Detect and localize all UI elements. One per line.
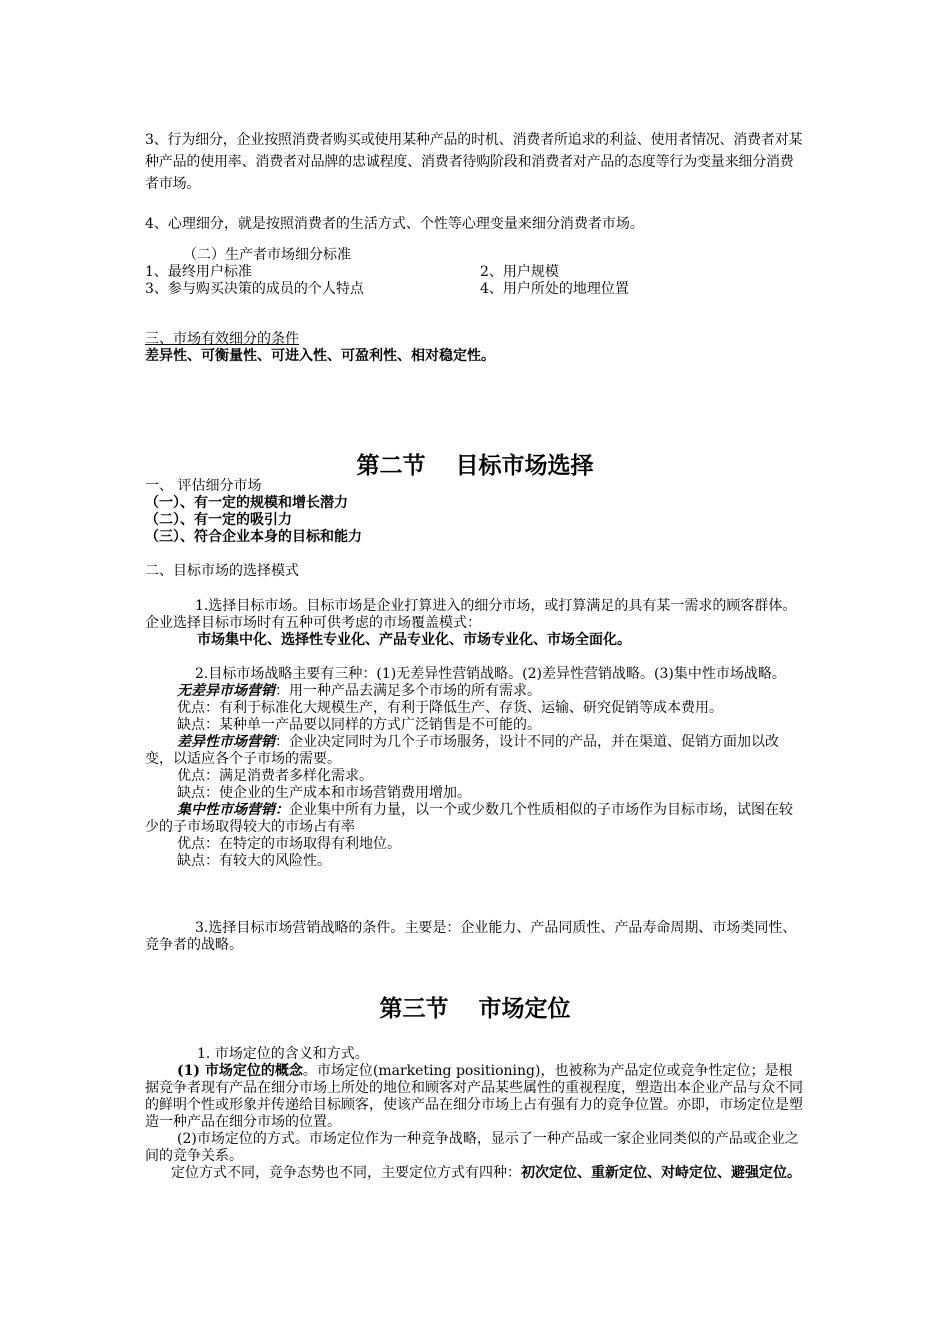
concentrated-label: 集中性市场营销： <box>177 802 289 818</box>
concentrated-text: 企业集中所有力量，以一个或少数几个性质相似的子市场作为目标市场，试图在较少的子市场取得较大的市场占有率 <box>145 802 793 835</box>
target-market-paragraph-1 <box>145 598 805 649</box>
section-3-number: 第三节 <box>379 996 449 1022</box>
positioning-types-intro: 定位方式不同，竞争态势也不同，主要定位方式有四种： <box>171 1165 521 1181</box>
positioning-types: 初次定位、重新定位、对峙定位、避强定位。 <box>521 1165 801 1181</box>
psychological-segmentation-text: 4、心理细分，就是按照消费者的生活方式、个性等心理变量来细分消费者市场。 <box>145 216 644 232</box>
evaluate-item-2: （二）、有一定的吸引力 <box>145 512 292 528</box>
section-3-title <box>0 995 950 1023</box>
section-2-name: 目标市场选择 <box>455 453 594 479</box>
evaluate-item-1: （一）、有一定的规模和增长潜力 <box>145 495 348 511</box>
behavior-segmentation-paragraph <box>145 129 805 195</box>
undifferentiated-con: 缺点：某种单一产品要以同样的方式广泛销售是不可能的。 <box>177 717 541 733</box>
producer-market-criteria <box>145 247 805 298</box>
differentiated-label: 差异性市场营销 <box>177 734 275 750</box>
target-strategy-text: 2.目标市场战略主要有三种：(1)无差异性营销战略。(2)差异性营销战略。(3)集中性市场战略。 <box>195 666 786 682</box>
effective-segmentation-conditions <box>145 331 805 365</box>
producer-criteria-heading: （二）生产者市场细分标准 <box>183 247 351 263</box>
concentrated-con: 缺点：有较大的风险性。 <box>177 853 331 869</box>
differentiated-con: 缺点：使企业的生产成本和市场营销费用增加。 <box>177 785 471 801</box>
differentiated-text: ：企业决定同时为几个子市场服务，设计不同的产品，并在渠道、促销方面加以改变，以适应各个子市场的需要。 <box>145 734 779 767</box>
psychological-segmentation-paragraph <box>145 213 805 235</box>
producer-criterion-4: 4、用户所处的地理位置 <box>480 281 629 297</box>
evaluate-segments <box>145 478 805 546</box>
conditions-text: 差异性、可衡量性、可进入性、可盈利性、相对稳定性。 <box>145 348 495 364</box>
positioning-block <box>145 1046 805 1182</box>
conditions-heading: 三、市场有效细分的条件 <box>145 331 299 347</box>
concept-text: 。市场定位(marketing positioning)，也被称为产品定位或竞争性定位；是根据竞争者现有产品在细分市场上所处的地位和顾客对产品某些属性的重视程度，塑造出本企业产品与众不同的鲜明个性或形象并传递给目标顾客，使该产品在细分市场上占有强有力的竞争位置。亦即，市场定位是塑造一种产品在细分市场的位置。 <box>145 1063 803 1130</box>
evaluate-heading: 一、 评估细分市场 <box>145 478 262 494</box>
producer-criterion-3: 3、参与购买决策的成员的个人特点 <box>145 281 364 297</box>
section-3-name: 市场定位 <box>478 996 571 1022</box>
target-market-text-1: 1.选择目标市场。目标市场是企业打算进入的细分市场，或打算满足的具有某一需求的顾客群体。企业选择目标市场时有五种可供考虑的市场覆盖模式： <box>145 598 797 631</box>
concept-label: 市场定位的概念 <box>204 1063 303 1079</box>
target-mode-heading-block <box>145 563 805 580</box>
section-2-number: 第二节 <box>356 453 426 479</box>
section-2-title <box>0 452 950 480</box>
evaluate-item-3: （三）、符合企业本身的目标和能力 <box>145 529 362 545</box>
positioning-heading: 1. 市场定位的含义和方式。 <box>197 1046 369 1062</box>
undifferentiated-label: 无差异市场营销 <box>177 683 275 699</box>
strategy-conditions-block <box>145 920 805 954</box>
behavior-segmentation-text: 3、行为细分，企业按照消费者购买或使用某种产品的时机、消费者所追求的利益、使用者情况、消费者对某种产品的使用率、消费者对品牌的忠诚程度、消费者待购阶段和消费者对产品的态度等行为变量来细分消费者市场。 <box>145 132 803 192</box>
undifferentiated-pro: 优点：有利于标准化大规模生产，有利于降低生产、存货、运输、研究促销等成本费用。 <box>177 700 723 716</box>
producer-criterion-2: 2、用户规模 <box>480 264 559 280</box>
differentiated-pro: 优点：满足消费者多样化需求。 <box>177 768 373 784</box>
positioning-method-text: (2)市场定位的方式。市场定位作为一种竞争战略，显示了一种产品或一家企业同类似的产品或企业之间的竞争关系。 <box>145 1131 799 1164</box>
coverage-modes-text: 市场集中化、选择性专业化、产品专业化、市场专业化、市场全面化。 <box>197 632 631 648</box>
strategy-conditions-text: 3.选择目标市场营销战略的条件。主要是：企业能力、产品同质性、产品寿命周期、市场类同性、竞争者的战略。 <box>145 920 797 953</box>
concept-number: (1) <box>177 1063 205 1079</box>
undifferentiated-text: ：用一种产品去满足多个市场的所有需求。 <box>275 683 541 699</box>
target-mode-heading: 二、目标市场的选择模式 <box>145 563 299 579</box>
producer-criterion-1: 1、最终用户标准 <box>145 264 252 280</box>
concentrated-pro: 优点：在特定的市场取得有利地位。 <box>177 836 401 852</box>
target-strategy-block <box>145 666 805 870</box>
